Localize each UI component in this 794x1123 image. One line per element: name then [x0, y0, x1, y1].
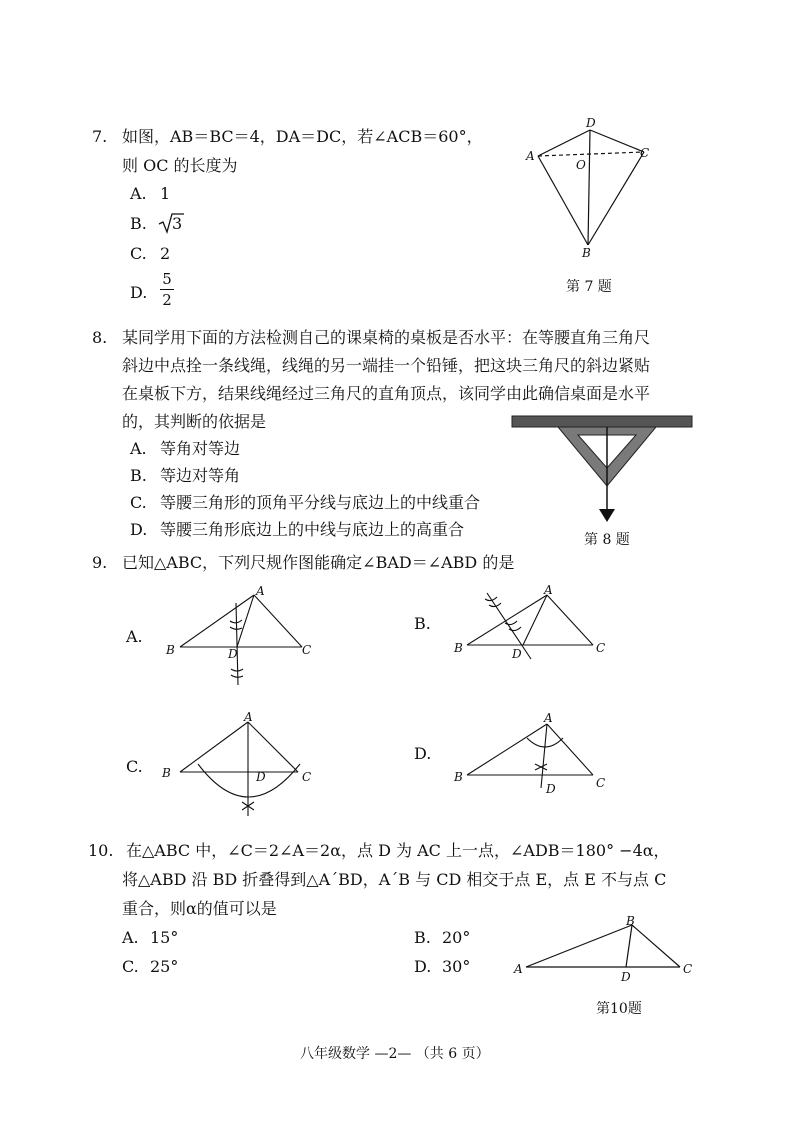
q7-number: 7. [92, 127, 108, 146]
q9-option-a-letter: A. [126, 627, 143, 646]
q8-option-d-letter: D. [130, 520, 148, 539]
q7-option-b-letter: B. [130, 214, 147, 233]
fraction-numerator: 5 [162, 270, 172, 288]
q8-option-a-value: 等角对等边 [160, 439, 241, 458]
q10-figure-caption: 第10题 [596, 1001, 642, 1017]
side-ac [248, 722, 298, 772]
fraction-denominator: 2 [162, 291, 172, 309]
q10-label-d: D [621, 970, 631, 984]
q10-option-a-letter: A. [122, 928, 139, 947]
plumb-bob [599, 509, 615, 522]
construction-arc [231, 669, 243, 671]
page-footer: 八年级数学 —2— （共 6 页） [300, 1046, 490, 1062]
q9d-label-a: A [544, 711, 553, 725]
q7-option-b-value: 3 [172, 214, 183, 233]
construction-arc [231, 675, 243, 677]
q8-setsquare-figure [510, 412, 695, 527]
q7-option-d-letter: D. [130, 283, 148, 302]
q8-option-d-value: 等腰三角形底边上的中线与底边上的高重合 [160, 520, 465, 539]
q9-number: 9. [92, 553, 108, 572]
segment-ad [237, 595, 254, 647]
q10-option-d-value: 30° [442, 957, 471, 976]
q10-option-b-value: 20° [442, 928, 471, 947]
q7-option-d-fraction [160, 270, 174, 309]
q9d-label-d: D [546, 782, 556, 796]
q9c-label-d: D [256, 770, 266, 784]
q8-option-b-value: 等边对等角 [160, 466, 241, 485]
construction-arc [198, 764, 300, 797]
side-ac [547, 595, 593, 645]
q10-line-2: 将△ABD 沿 BD 折叠得到△A´BD，A´B 与 CD 相交于点 E，点 E 不与点 C [122, 870, 667, 889]
q10-label-a: A [514, 962, 523, 976]
q9c-label-b: B [162, 766, 171, 780]
q7-option-c-value: 2 [160, 244, 171, 263]
q10-option-c-letter: C. [122, 957, 139, 976]
q8-option-b-letter: B. [130, 466, 147, 485]
q9-option-b-letter: B. [414, 614, 431, 633]
segment-bd [626, 925, 632, 967]
q8-line-2: 斜边中点拴一条线绳，线绳的另一端挂一个铅锤，把这块三角尺的斜边紧贴 [122, 356, 651, 375]
q9a-label-b: B [166, 643, 175, 657]
q10-line-3: 重合，则α的值可以是 [122, 899, 277, 918]
construction-cross [535, 764, 547, 770]
q9a-label-c: C [302, 643, 312, 657]
side-ba [180, 722, 248, 772]
q10-option-a-value: 15° [150, 928, 179, 947]
side-ba [467, 724, 547, 775]
q7-label-d: D [586, 116, 596, 130]
q9a-label-d: D [228, 647, 238, 661]
q9c-label-c: C [302, 770, 312, 784]
q9a-label-a: A [256, 584, 265, 598]
q9-option-b-figure [455, 585, 615, 670]
q7-figure-caption: 第 7 题 [566, 279, 612, 295]
q10-triangle-figure [520, 915, 693, 976]
construction-arc [230, 627, 242, 629]
q8-line-3: 在桌板下方，结果线绳经过三角尺的直角顶点，该同学由此确信桌面是水平 [122, 384, 651, 403]
q9d-label-b: B [454, 770, 463, 784]
q10-option-b-letter: B. [414, 928, 431, 947]
diagonal-db [588, 130, 590, 245]
q8-line-1: 某同学用下面的方法检测自己的课桌椅的桌板是否水平：在等腰直角三角尺 [122, 328, 651, 347]
q7-label-b: B [582, 246, 591, 260]
q10-option-c-value: 25° [150, 957, 179, 976]
q9b-label-d: D [512, 647, 522, 661]
q9b-label-a: A [544, 583, 553, 597]
q9-option-d-letter: D. [414, 744, 432, 763]
q9-option-a-figure [170, 585, 320, 690]
q8-line-4: 的，其判断的依据是 [122, 412, 267, 431]
side-ac [547, 724, 593, 775]
side-ac [254, 595, 302, 647]
segment-ad [541, 724, 547, 788]
q8-option-c-value: 等腰三角形的顶角平分线与底边上的中线重合 [160, 493, 481, 512]
q10-label-c: C [683, 962, 693, 976]
q9d-label-c: C [596, 776, 606, 790]
q7-option-c-letter: C. [130, 244, 147, 263]
q8-option-a-letter: A. [130, 439, 147, 458]
fraction-bar [160, 289, 174, 290]
q7-option-a-letter: A. [130, 184, 147, 203]
construction-line [487, 593, 531, 659]
side-bc [632, 925, 680, 967]
q9b-label-b: B [454, 641, 463, 655]
segment-bc [588, 152, 644, 245]
q7-label-c: C [640, 146, 650, 160]
q10-line-1: 在△ABC 中，∠C＝2∠A＝2α，点 D 为 AC 上一点，∠ADB＝180° −4α， [126, 841, 670, 860]
side-ba [180, 595, 254, 647]
q7-text-line1: 如图，AB＝BC＝4，DA＝DC，若∠ACB＝60°， [122, 127, 483, 146]
q8-option-c-letter: C. [130, 493, 147, 512]
q7-label-o: O [576, 158, 586, 172]
side-ab [526, 925, 632, 967]
q9b-label-c: C [596, 641, 606, 655]
q10-label-b: B [626, 914, 635, 928]
segment-ad [538, 130, 590, 156]
q10-option-d-letter: D. [414, 957, 432, 976]
q7-label-a: A [526, 149, 535, 163]
q7-kite-figure [520, 110, 670, 265]
q7-option-a-value: 1 [160, 184, 171, 203]
diagonal-ac-dashed [538, 152, 644, 156]
q9-option-c-letter: C. [126, 757, 143, 776]
segment-dc [590, 130, 644, 152]
q8-number: 8. [92, 328, 108, 347]
q9-option-d-figure [455, 712, 615, 797]
q9-text: 已知△ABC，下列尺规作图能确定∠BAD＝∠ABD 的是 [122, 553, 515, 572]
q9-option-c-figure [170, 712, 320, 822]
q9c-label-a: A [244, 710, 253, 724]
q10-number: 10. [88, 841, 114, 860]
desk-board [512, 416, 692, 427]
q7-text-line2: 则 OC 的长度为 [122, 156, 238, 175]
q8-figure-caption: 第 8 题 [584, 532, 630, 548]
